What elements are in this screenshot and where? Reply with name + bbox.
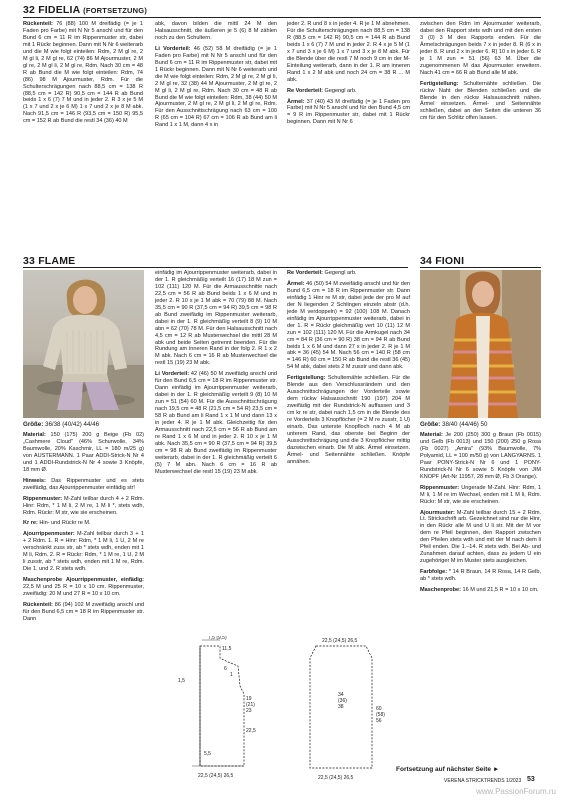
instruction-paragraph [287,99,410,127]
paragraph-text: Schulternähte schließen. Die rückw Naht der Blenden schließen und die Blende in den rückw Halsausschnitt nähen. Ärmel einsetzen. Ärmel- und Seitennähte schließen, dabei an den Seiten die unteren 36 cm für den Schlitz offen lassen. [420,80,541,122]
paragraph-text: jeder 2. R und 8 x in jeder 4. R je 1 M abnehmen. Für die Schulterschrägungen nach 88,5 cm = 138 R (88,5 cm = 142 R) 90,5 cm = 144 R ab Bund beids 1 x 6 (7) 7 M und in jeder 2. R 4 x je 5 M (1 x 7 und 3 x je 6 M) 1 x 7 und 3 x je 8 M abk. Für die Blende über die restl 7 M noch 9 cm in der M-Einteilung weiterarb, dann in der 1. R am inneren Rand 1 x 2 M abk und noch 24 cm = 38 R ... M abk. [287,21,410,83]
paragraph-heading: Ärmel: [287,98,305,105]
instruction-paragraph [155,371,277,475]
fidelia-column-2 [155,21,277,133]
schematic2-h3: 38 [338,704,344,710]
paragraph-text: 46 (50) 54 M zweifädig anschl und für den Bund 6,5 cm = 18 R im Rippenmuster str. Dann einfädig 1 Hinr re M str, dabei jede der pro M auf der N liegenden 2 Schlingen einzeln abstr (d.h. jede M verdoppeln) = 92 (100) 108 M. Danach einfädig im Ajourrippenmuster weiterarb, dabei in der 1. R = Rückr gleichmäßig vert 10 (11) 12 M zun = 102 (111) 120 M. Für die Armkugel nach 34 cm = 84 R (36 cm = 90 R) 38 cm = 94 R ab Bund beids 1 x 6 M und dann 27 x in jeder 2. R je 1 M abk = 36 (45) 54 M. Nach 56 cm = 140 R (58 cm = 146 R) 60 cm = 150 R ab Bund die restl 36 (45) 54 M abk, dabei stets 2 M zusstr und dann abk. [287,280,410,371]
schematic1-side2: (21) [246,702,255,708]
paragraph-text: M-Zahl teilbar durch 15 + 2 Rdm. Lt. Strickschrift arb. Gezeichnet sind nur die Hinr, in den Rückr alle M und U li str. Mit der M vor dem re Pfeil beginnen, den Rapport zwischen den Pfeilen stets wdh und mit der M nach dem li Pfeil enden. Die 1.–14. R stets wdh. Bei Ab- und Zunahmen darauf achten, dass zu jedem U ein zugehöriger M im Muster stets ausgleichen. [420,509,541,565]
paragraph-heading: Fertigstellung: [287,375,326,382]
instruction-paragraph [23,531,144,573]
schematic2-h2: (36) [338,698,347,704]
schematic2-bottom: 22,5 (24,5) 26,5 [318,775,354,781]
paragraph-text: 76 (88) 100 M dreifädig (= je 1 Faden pro Farbe) mit N Nr 5 anschl und für den Bund 6 cm = 11 R im Rippenmuster str, dabei mit 1 Rückr beginnen. Dann mit N Nr 6 weiterarb und die M wie folgt einteilen: Rdm, 2 M gl re, 2 M gl li, 2 M gl re, 62 (74) 86 M Ajourmuster, 2 M gl re, 2 M gl li, 2 M gl re, Rdm. Nach 30 cm = 48 R ab Bund die M wie folgt einteilen: Rdm, 74 (86) 98 M Ajourmuster, Rdm. Für die Schulterschrägungen nach 88,5 cm = 138 R (88,5 cm = 142 R) 90,5 cm = 144 R ab Bund beids 1 x 6 (7) 7 M und in jeder 2. R 3 x je 5 M (1 x 7 und 2 x je 6 M) 1 x 7 und 2 x je 8 M abk. Nach 91,5 cm = 146 R (93,5 cm = 150 R) 95,5 cm = 152 R ab Bund die restl 34 (36) 40 M [23,21,143,125]
instruction-paragraph [155,270,277,367]
paragraph-heading: Hinweis: [23,477,46,484]
paragraph-heading: Ajourmuster: [420,509,455,516]
fioni-rule [420,267,541,268]
paragraph-heading: Maschenprobe Ajourrippenmuster, einfädig: [23,577,144,584]
continue-note: Fortsetzung auf nächster Seite ► [396,766,500,773]
fioni-heading: 34 FIONI [420,255,465,267]
schematic2-r1: 60 [376,706,382,712]
paragraph-text: * 14 R Braun, 14 R Rosa, 14 R Gelb, ab * stets wdh. [420,569,541,583]
paragraph-text: Ungerade M-Zahl. Hinr: Rdm, 1 M li, 1 M re im Wechsel, enden mit 1 M li, Rdm. Rückr: M str, wie sie erscheinen. [420,484,541,505]
instruction-paragraph [23,432,144,474]
paragraph-text: Schulternähte schließen. Für die Blende aus den Verschlussrändern und den Ausschnittschrägungen der Vorderteile sowie dem rückw Halsausschnitt 190 (197) 204 M zweifädig mit der Rundstrick-N auffassen und 3 cm kr re str, dabei nach 1,5 cm in die Blende des re Vorderteils 3 Knopflöcher (= 2 M re zusstr, 1 U) einarb. Das unterste Knopfloch nach 4 M ab unterem Rand, das oberste bei Beginn der Ausschnittschrägung und die 3 Knopflöcher mittig dazwischen einarb. Die M abk. Ärmel einsetzen. Ärmel- und Seitennähte schließen. Knöpfe annähen. [287,375,410,465]
instruction-paragraph [155,21,277,42]
flame-column-2 [155,270,277,480]
schematic1-side4: 22,5 [246,728,256,734]
schematic1-top2: 11,5 [222,646,232,652]
paragraph-text: 16 M und 21,5 R = 10 x 10 cm. [461,587,539,594]
paragraph-heading: Li Vorderteil: [155,45,191,52]
schematic2-h1: 34 [338,692,344,698]
schematic2-top: 22,5 (24,5) 26,5 [322,638,358,644]
schematic1-left: 1,5 [178,678,185,684]
instruction-paragraph [23,496,144,517]
paragraph-heading: Rippenmuster: [420,484,460,491]
instruction-paragraph [287,88,410,95]
fidelia-column-3 [287,21,410,130]
paragraph-heading: Ajourrippenmuster: [23,531,75,538]
paragraph-text: 37 (40) 43 M dreifädig (= je 1 Faden pro Farbe) mit N Nr 5 anschl und für den Bund 4,5 cm = 9 R im Rippenmuster str, dabei mit 1 Rückr beginnen. Dann mit N Nr 6 [287,98,410,126]
paragraph-heading: Material: [23,432,46,438]
flame-column-1 [23,432,144,627]
flame-photo [23,270,144,418]
paragraph-text: Gegengl arb. [322,270,357,276]
page-number: 53 [527,776,535,783]
paragraph-heading: Rückenteil: [23,21,53,27]
paragraph-heading: Ärmel: [287,280,305,287]
paragraph-text: 150 (175) 200 g Beige (Fb 02) „Cashmere Cloud" (46% Schurwolle, 34% Baumwolle, 20% Kaschmir, LL = 180 m/25 g) von AUSTERMANN. 1 Paar ADDI-Strick-N Nr 4 und 1 ADDI-Rundstrick-N Nr 4 sowie 3 Knöpfe, 18 mm Ø. [23,432,144,473]
fidelia-column-1 [23,21,143,129]
fidelia-column-4 [420,21,541,126]
schematic1-top: 7,5 (9,5) [208,636,227,641]
paragraph-heading: Maschenprobe: [420,587,461,594]
fioni-size-caption: Größe: 38/40 (44/46) 50 [420,421,488,428]
schematic1-mid: 5,5 [204,751,211,757]
schematic2-r2: (58) [376,712,385,718]
instruction-paragraph [420,510,541,566]
paragraph-text: M-Zahl teilbar durch 3 + 1 + 2 Rdm. 1. R = Hinr: Rdm, * 1 M li, 1 U, 2 M re verschränkt zuss str, ab * stets wdh, enden mit 1 M li, Rdm. 2. R = Rückr: Rdm, * 1 M re, 1 U, 2 M li zusstr, ab * stets wdh, enden mit 1 M re, Rdm. Die 1. und 2. R stets wdh. [23,531,144,573]
paragraph-heading: Re Vorderteil: [287,87,323,94]
schematic2-r3: 56 [376,718,382,724]
instruction-paragraph [287,281,410,371]
paragraph-heading: Kr re: [23,520,38,527]
paragraph-text: Gegengl arb. [322,87,357,94]
fidelia-heading: 32 FIDELIA (FORTSETZUNG) [23,4,148,16]
paragraph-text: Das Rippenmuster und es stets zweifädig, das Ajourrippenmuster einfädig str! [23,477,144,491]
paragraph-text: Hin- und Rückr re M. [37,520,91,527]
paragraph-text: 22,5 M und 25 R = 10 x 10 cm. Rippenmuster, zweifädig: 20 M und 27 R = 10 x 10 cm. [23,584,144,598]
instruction-paragraph [23,577,144,598]
paragraph-text: 86 (94) 102 M zweifädig anschl und für den Bund 6,5 cm = 18 R im Rippenmuster str. Dann [23,602,144,622]
header-rule [23,17,541,18]
fioni-column [420,432,541,598]
paragraph-text: Je 200 (250) 300 g Braun (Fb 0015) und Gelb (Fb 0013) und 150 (200) 250 g Rosa (Fb 0027) „Amira" (93% Baumwolle, 7% Polyamid, LL = 100 m/50 g) von LANGYARNS. 1 Paar PONY-Strick-N Nr 6 und 1 PONY-Rundstrick-N Nr 6 sowie 5 Knöpfe von JIM KNOPF (Art-Nr 11957, 28 mm Ø, Fb 3 Orange). [420,432,541,480]
paragraph-heading: Farbfolge: [420,569,448,576]
schematic1-side1: 19 [246,696,252,702]
instruction-paragraph [420,81,541,123]
instruction-paragraph [155,46,277,129]
paragraph-text: abk, davon bilden die mittl 24 M den Halsausschnitt, die äußeren je 5 (6) 8 M zählen noch zu den Schultern. [155,21,277,41]
paragraph-heading: Re Vorderteil: [287,270,323,276]
instruction-paragraph [420,587,541,594]
paragraph-heading: Fertigstellung: [420,80,459,87]
schematic1-h1: 6 [224,666,227,672]
instruction-paragraph [23,21,143,125]
paragraph-text: 46 (52) 58 M dreifädig (= je 1 Faden pro Farbe) mit N Nr 5 anschl und für den Bund 6 cm = 11 R im Rippenmuster str, dabei mit 1 Rückr beginnen. Dann mit N Nr 6 weiterarb und die M wie folgt einteilen: Rdm, 2 M gl re, 2 M gl li, 2 M gl re, 32 (38) 44 M Ajourmuster, 2 M gl re, 2 M gl li, 2 M gl re, Rdm. Nach 30 cm = 48 R ab Bund die M wie folgt einteilen: Rdm, 38 (44) 50 M Ajourmuster, 2 M gl re, 2 M gl li, 2 M gl re, Rdm. Für den Ausschnittschrägung nach 63 cm = 100 R (65 cm = 104 R) 67 cm = 106 R ab Bund am li Rand 1 x 1 M, dann 4 x in [155,45,277,129]
paragraph-heading: Rippenmuster: [23,495,63,502]
flame-body-schematic [160,636,278,786]
watermark: www.PassionForum.ru [475,787,556,796]
flame-size-caption: Größe: 36/38 (40/42) 44/46 [23,421,100,428]
instruction-paragraph [23,520,144,527]
instruction-paragraph [420,485,541,506]
paragraph-text: 42 (46) 50 M zweifädig anschl und für den Bund 6,5 cm = 18 R im Rippenmuster str. Dann einfädig im Ajourrippenmuster weiterarb, dabei in der 1. R gleichmäßig verteilt 9 (8) 10 M zun = 51 (54) 60 M. Für die Ausschnittschrägung nach 19,5 cm = 48 R (21,5 cm = 54 R) 23,5 cm = 58 R ab Bund am li Rand 1 x 1 M und dann 13 x in jeder 4. R je 1 M abk. Gleichzeitig für den Armausschnitt nach 22,5 cm = 56 R ab Bund am re Rand 1 x 6 M und in jeder 2. R 10 x je 1 M abk. Nach 35,5 cm = 90 R (37,5 cm = 94 R) 39,5 cm = 98 R ab Bund zweifädig im Rippenmuster weiterarb, dabei in der 1. R gleichmäßig verteilt 6 (5) 7 M abn. Nach 6 cm = 16 R ab Musterwechsel die restl 15 (19) 23 M abk. [155,371,277,475]
paragraph-text: M-Zahl teilbar durch 4 + 2 Rdm. Hinr: Rdm, * 1 M li, 2 M re, 1 M li *, stets wdh, Rdm. Rückr: M str, wie sie erscheinen. [23,495,144,516]
schematic1-bottom: 22,5 (24,5) 26,5 [198,773,234,779]
instruction-paragraph [420,21,541,77]
flame-column-3 [287,270,410,470]
instruction-paragraph [23,602,144,623]
imprint: VERENA STRICKTRENDS 1/2023 [444,778,522,784]
instruction-paragraph [287,21,410,84]
paragraph-heading: Rückenteil: [23,602,53,609]
paragraph-text: zwischen den Rdm im Ajourmuster weiterarb, dabei den Rapport stets wdh und mit den ersten 3 (0) 3 M des Rapports enden. Für die Ärmelschrägungen beids 7 x in jeder 8. R (6 x in jeder 8. R und 2 x in jeder 6. R) 10 x in jeder 6. R je 1 M zun = 51 (56) 63 M. Über die zugenommenen M das Ajourmuster erweitern. Nach 41 cm = 66 R ab Bund alle M abk. [420,21,541,76]
paragraph-text: einfädig im Ajourrippenmuster weiterarb, dabei in der 1. R gleichmäßig verteilt 16 (17) 18 M zun = 102 (111) 120 M. Für die Armausschnitte nach 22,5 cm = 56 R ab Bund beids 1 x 6 M und in jeder 2. R 10 x je 1 M abk = 70 (79) 88 M. Nach 35,5 cm = 90 R (37,5 cm = 94 R) 39,5 cm = 98 R ab Bund zweifädig im Rippenmuster weiterarb, dabei in der 1. R gleichmäßig verteilt 8 (9) 10 M abn = 62 (70) 78 M. Für den Halsausschnitt nach 4,5 cm = 12 R ab Musterwechsel die mittl 28 M abk und beide Seiten getrennt beenden. Für die Rundung am inneren Rand in der folg 2. R 1 x 2 M abk. Nach 6 cm = 16 R ab Musterwechsel die restl 15 (19) 23 M abk. [155,270,277,367]
instruction-paragraph [287,375,410,465]
schematic1-h2: 1 [230,672,233,678]
paragraph-heading: Material: [420,432,443,438]
instruction-paragraph [420,569,541,583]
instruction-paragraph [420,432,541,481]
schematic1-side3: 23 [246,708,252,714]
instruction-paragraph [23,478,144,492]
instruction-paragraph [287,270,410,277]
flame-sleeve-schematic [288,636,408,786]
paragraph-heading: Li Vorderteil: [155,371,190,378]
fioni-photo [420,270,541,418]
flame-heading: 33 FLAME [23,255,76,267]
flame-rule [23,267,408,268]
